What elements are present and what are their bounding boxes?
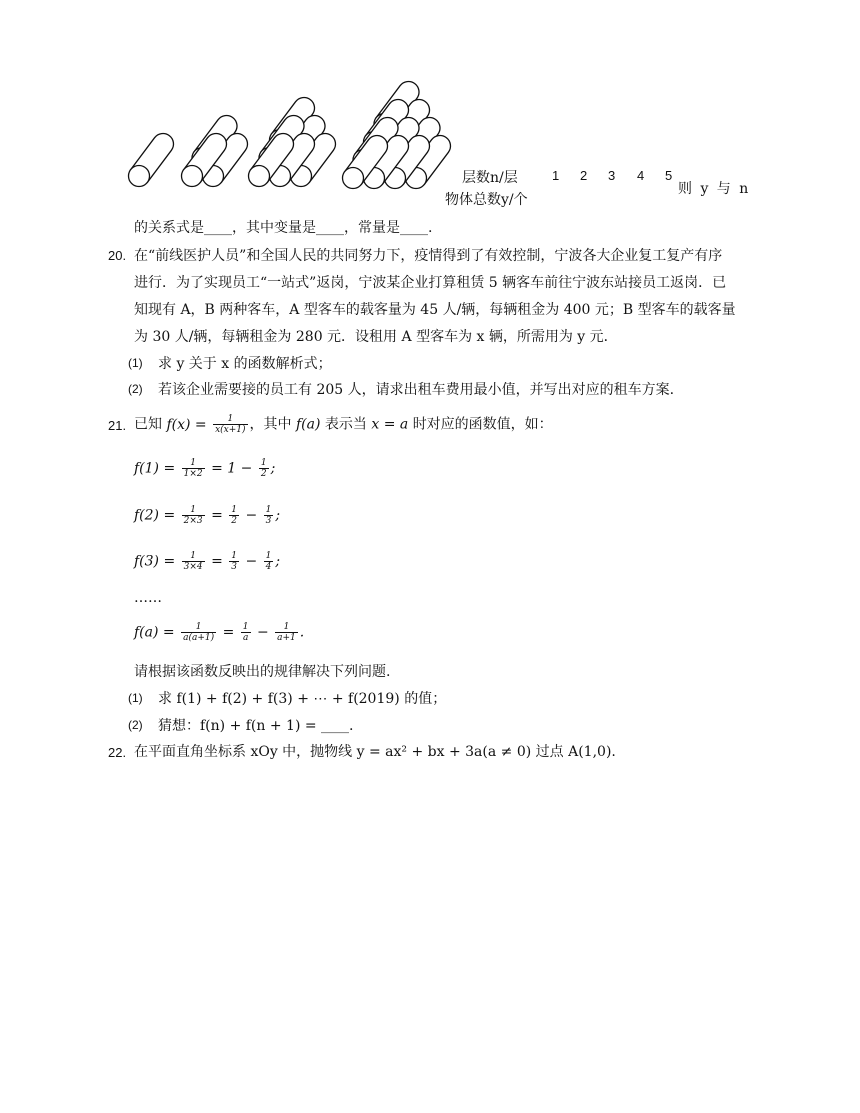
- q21-sub2-text: 猜想：f(n) + f(n + 1) = ____.: [158, 718, 354, 734]
- cylinder-end: [249, 166, 270, 187]
- table-tail-text: 则 y 与 n: [678, 181, 749, 197]
- table-value-3: 3: [608, 168, 616, 183]
- q20-line2: 进行．为了实现员工“一站式”返岗，宁波某企业打算租赁 5 辆客车前往宁波东站接员工返岗．已: [134, 275, 727, 291]
- q20-line4: 为 30 人/辆，每辆租金为 280 元．设租用 A 型客车为 x 辆，所需用为 y 元．: [134, 329, 618, 345]
- q21-intro: [134, 414, 553, 435]
- q20-sub1-label: (1): [128, 356, 143, 370]
- q21-fx-def: f(x) = $\frac{1}{x(x+1)}$: [166, 414, 246, 435]
- q21-ellipsis: ……: [134, 590, 162, 606]
- q21-example-f1: f(1) = $\frac{1}{1\times 2}$ = 1 − $\frac{1}{2}$ ;: [134, 458, 276, 479]
- q19-relation-text: 的关系式是____，其中变量是____，常量是____.: [134, 220, 433, 236]
- q21-example-f2: f(2) = $\frac{1}{2\times 3}$ = $\frac{1}{2}$ − $\frac{1}{3}$ ;: [134, 505, 281, 526]
- table-row1-label: 层数n/层: [462, 170, 518, 186]
- q21-example-f3: f(3) = $\frac{1}{3\times 4}$ = $\frac{1}{3}$ − $\frac{1}{4}$ ;: [134, 551, 281, 572]
- stacked-cylinders-figure: [0, 0, 460, 200]
- q21-sub2-label: (2): [128, 718, 143, 732]
- q21-intro-b: ，其中: [249, 416, 292, 433]
- q21-sub1-label: (1): [128, 691, 143, 705]
- table-value-5: 5: [665, 168, 673, 183]
- q21-prompt: 请根据该函数反映出的规律解决下列问题.: [134, 664, 391, 680]
- cylinder-end: [182, 166, 203, 187]
- table-value-2: 2: [580, 168, 588, 183]
- cylinder-end: [129, 166, 150, 187]
- table-row2-label: 物体总数y/个: [445, 192, 528, 208]
- q21-sub1-text: 求 f(1) + f(2) + f(3) + ⋯ + f(2019) 的值；: [158, 691, 447, 707]
- q21-intro-a: 已知: [134, 416, 162, 433]
- q21-fa: f(a): [296, 416, 321, 433]
- q22-number: 22.: [108, 745, 127, 760]
- q20-line3: 知现有 A，B 两种客车，A 型客车的载客量为 45 人/辆，每辆租金为 400 元；B 型客车的载客量: [134, 302, 736, 318]
- q21-number: 21.: [108, 418, 127, 433]
- q20-sub2-text: 若该企业需要接的员工有 205 人，请求出租车费用最小值，并写出对应的租车方案.: [158, 382, 675, 398]
- cylinder-end: [343, 168, 364, 189]
- table-value-4: 4: [637, 168, 645, 183]
- q21-intro-c: 表示当: [324, 416, 367, 433]
- q20-number: 20.: [108, 248, 127, 263]
- table-value-1: 1: [552, 168, 560, 183]
- q21-intro-d: 时对应的函数值，如：: [412, 416, 553, 433]
- q20-sub1-text: 求 y 关于 x 的函数解析式；: [158, 356, 332, 372]
- q20-line1: 在“前线医护人员”和全国人民的共同努力下，疫情得到了有效控制，宁波各大企业复工复产有序: [134, 248, 723, 264]
- q21-example-fa: f(a) = $\frac{1}{a(a+1)}$ = $\frac{1}{a}$ − $\frac{1}{a+1}$ .: [134, 622, 305, 643]
- q20-sub2-label: (2): [128, 382, 143, 396]
- q21-x-eq-a: x = a: [371, 416, 409, 433]
- q22-text: 在平面直角坐标系 xOy 中，抛物线 y = ax² + bx + 3a(a ≠ 0) 过点 A(1,0).: [134, 744, 616, 760]
